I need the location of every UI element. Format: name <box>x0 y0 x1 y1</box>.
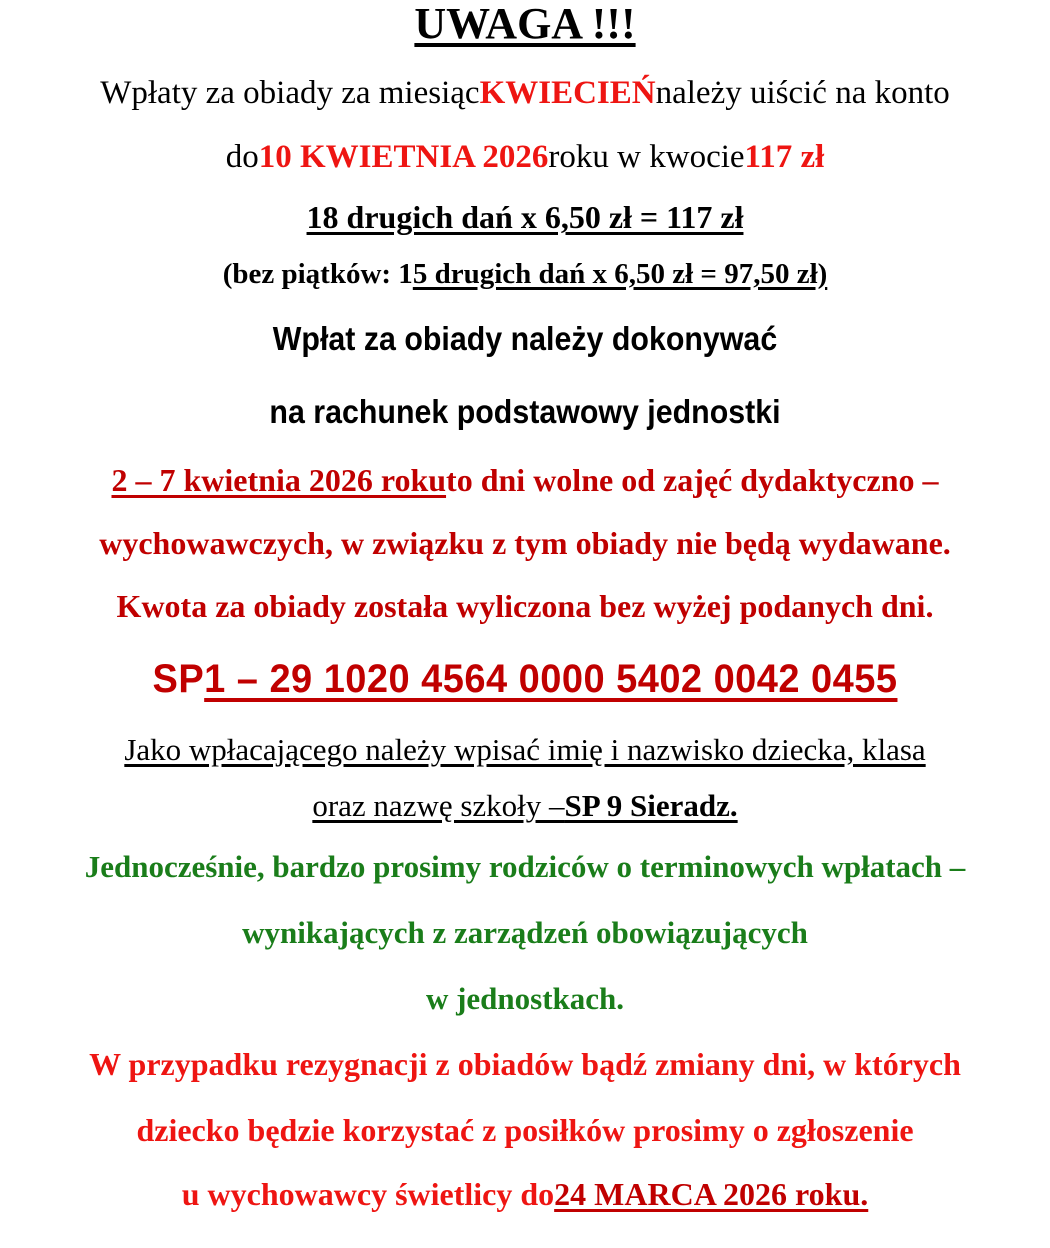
instruction-line-1 <box>55 302 995 375</box>
reminder-line-2-text: wynikających z zarządzeń obowiązujących <box>242 914 808 950</box>
payer-line-2-part-1: oraz nazwę szkoły – <box>312 787 565 823</box>
resignation-line-1-text: W przypadku rezygnacji z obiadów bądź zmiany dni, w których <box>89 1046 961 1082</box>
intro-line-1-part-2: należy uiścić na konto <box>655 74 950 111</box>
bank-account-prefix: SP <box>152 657 205 701</box>
free-days-line-2 <box>14 511 1036 574</box>
resignation-line-1 <box>14 1031 1036 1097</box>
calculation-without-fridays-value: 5 drugich dań x 6,50 zł = 97,50 zł) <box>412 257 828 290</box>
bank-account-number: 1 – 29 1020 4564 0000 5402 0042 0455 <box>204 657 898 701</box>
reminder-line-2 <box>14 899 1036 965</box>
calculation-without-fridays <box>14 246 1036 302</box>
resignation-line-3-part-1: u wychowawcy świetlicy do <box>181 1176 555 1212</box>
free-days-line-3 <box>14 574 1036 637</box>
resignation-deadline: 24 MARCA 2026 roku. <box>554 1176 869 1212</box>
free-days-dates: 2 – 7 kwietnia 2026 roku <box>111 461 447 498</box>
intro-line-1-part-1: Wpłaty za obiady za miesiąc <box>100 74 480 111</box>
intro-deadline: 10 KWIETNIA 2026 <box>258 138 549 175</box>
calculation-main <box>14 188 1036 246</box>
instruction-line-2-text: na rachunek podstawowy jednostki <box>269 393 781 430</box>
payer-line-1-text: Jako wpłacającego należy wpisać imię i nazwisko dziecka, klasa <box>124 731 926 767</box>
calculation-main-text: 18 drugich dań x 6,50 zł = 117 zł <box>306 199 744 235</box>
intro-line-2 <box>14 126 1036 188</box>
payer-school-name: SP 9 Sieradz. <box>564 787 738 823</box>
page-title <box>14 0 1036 60</box>
bank-account-line <box>40 637 1011 721</box>
reminder-line-3 <box>14 965 1036 1031</box>
intro-line-1 <box>14 60 1036 126</box>
reminder-line-1-text: Jednocześnie, bardzo prosimy rodziców o terminowych wpłatach – <box>84 848 966 884</box>
payer-line-2 <box>14 777 1036 833</box>
payer-line-1 <box>14 721 1036 777</box>
instruction-line-2 <box>55 375 995 448</box>
free-days-line-1-rest: to dni wolne od zajęć dydaktyczno – <box>446 461 939 498</box>
intro-amount: 117 zł <box>744 138 825 175</box>
resignation-line-2-text: dziecko będzie korzystać z posiłków prosimy o zgłoszenie <box>136 1112 914 1148</box>
intro-line-2-part-1: do <box>225 138 259 175</box>
page-title-text: UWAGA !!! <box>414 0 636 48</box>
free-days-line-2-text: wychowawczych, w związku z tym obiady nie będą wydawane. <box>99 524 951 561</box>
resignation-line-3 <box>14 1163 1036 1225</box>
reminder-line-1 <box>14 833 1036 899</box>
free-days-line-3-text: Kwota za obiady została wyliczona bez wyżej podanych dni. <box>116 587 934 624</box>
intro-month: KWIECIEŃ <box>479 74 656 111</box>
calculation-without-fridays-prefix: (bez piątków: 1 <box>222 257 413 290</box>
intro-line-2-part-2: roku w kwocie <box>548 138 745 175</box>
free-days-line-1 <box>14 448 1036 511</box>
resignation-line-2 <box>14 1097 1036 1163</box>
reminder-line-3-text: w jednostkach. <box>425 980 625 1016</box>
instruction-line-1-text: Wpłat za obiady należy dokonywać <box>272 320 778 357</box>
